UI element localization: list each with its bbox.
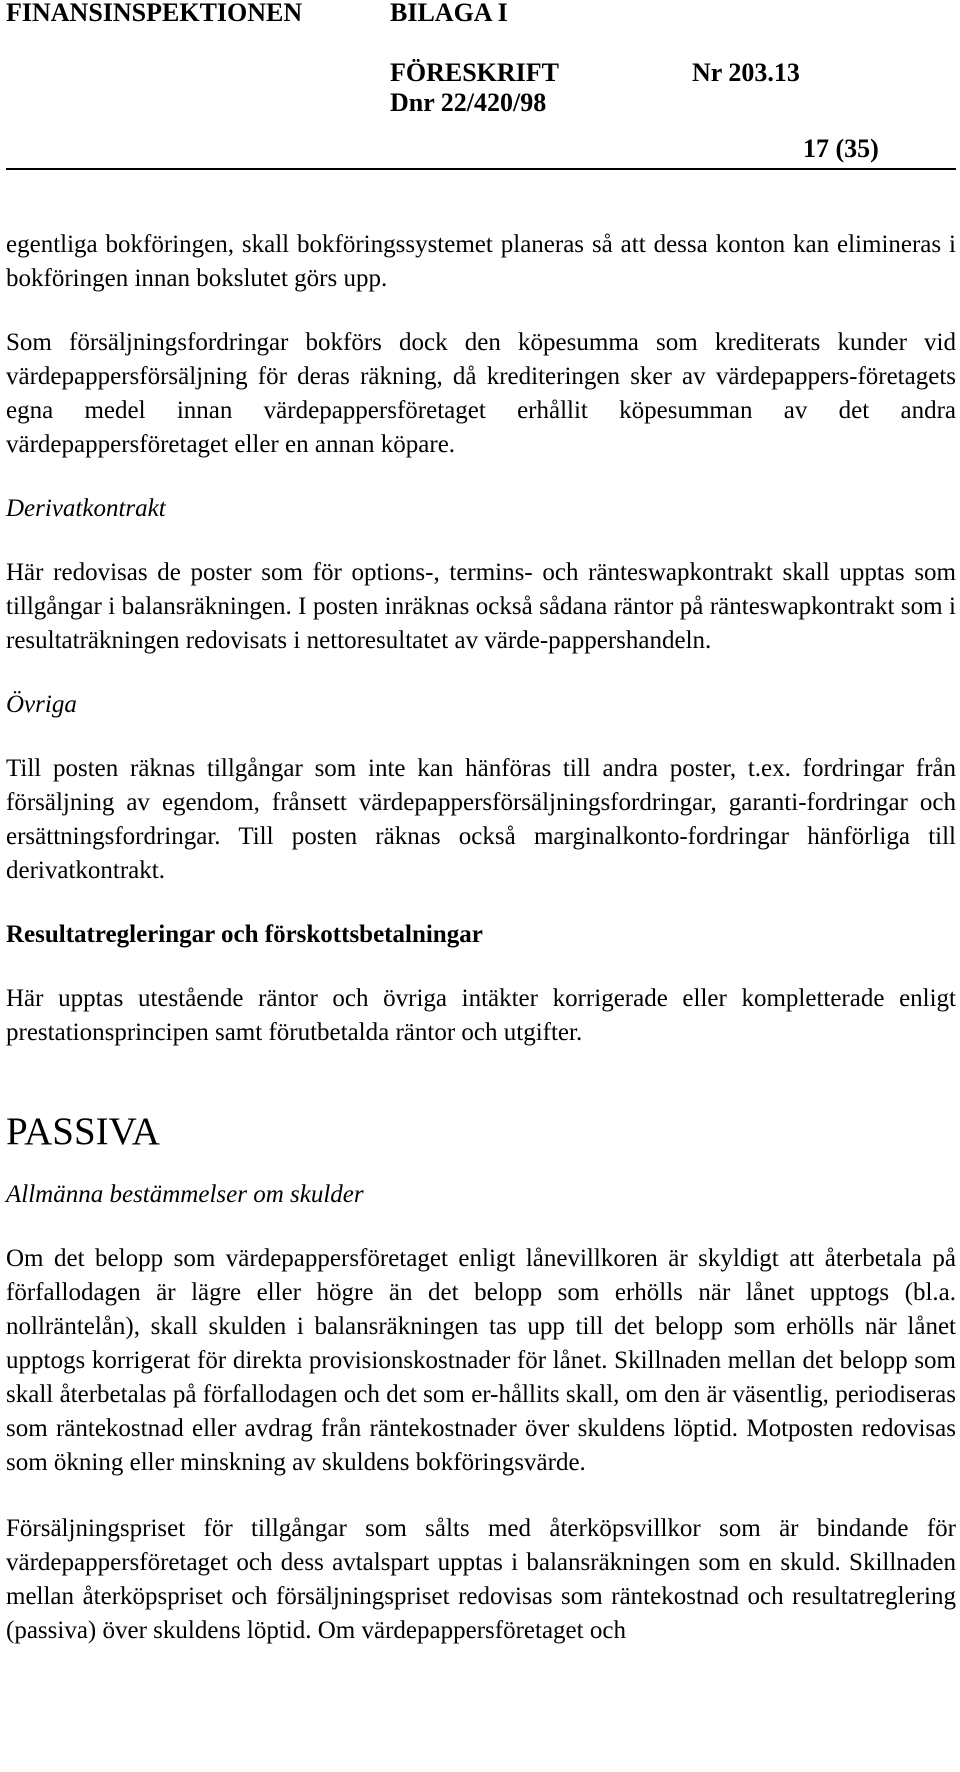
paragraph: Till posten räknas tillgångar som inte kan hänföras till andra poster, t.ex. fordringar från försäljning av egendom, frånsett värdepappersförsäljningsfordringar, garanti-fordringar och ersättningsfordringar. Till posten räknas också marginalkonto-fordringar hänförliga till derivatkontrakt. <box>6 755 956 884</box>
paragraph: egentliga bokföringen, skall bokföringssystemet planeras så att dessa konton kan elimineras i bokföringen innan bokslutet görs upp. <box>6 231 956 292</box>
section-heading-passiva: PASSIVA <box>6 1110 160 1153</box>
header-doc-type: FÖRESKRIFT <box>390 58 560 87</box>
paragraph: Som försäljningsfordringar bokförs dock den köpesumma som krediterats kunder vid värdepappersförsäljning för deras räkning, då krediteringen sker av värdepappers-företagets egna medel innan värdepappersföretaget erhållit köpesumman av det andra värdepappersföretaget eller en annan köpare. <box>6 329 956 458</box>
section-heading-resultatregleringar: Resultatregleringar och förskottsbetalningar <box>6 921 483 948</box>
paragraph: Här upptas utestående räntor och övriga intäkter korrigerade eller kompletterade enligt prestationsprincipen samt förutbetalda räntor och utgifter. <box>6 985 956 1046</box>
paragraph: Försäljningspriset för tillgångar som sålts med återköpsvillkor som är bindande för värdepappersföretaget och dess avtalspart upptas i balansräkningen som en skuld. Skillnaden mellan återköpspriset och försäljningspriset redovisas som räntekostnad och resultatreglering (passiva) över skuldens löptid. Om värdepappersföretaget och <box>6 1515 956 1644</box>
section-heading-derivatkontrakt: Derivatkontrakt <box>6 495 166 522</box>
header-page-number: 17 (35) <box>803 134 879 163</box>
paragraph: Här redovisas de poster som för options-, termins- och ränteswapkontrakt skall upptas som tillgångar i balansräkningen. I posten inräknas också sådana räntor på ränteswapkontrakt som i resultaträkningen redovisats i nettoresultatet av värde-pappershandeln. <box>6 559 956 654</box>
page-body <box>6 228 956 1648</box>
section-heading-allmanna-bestammelser: Allmänna bestämmelser om skulder <box>6 1181 364 1208</box>
header-reg-number: Dnr 22/420/98 <box>390 88 547 117</box>
paragraph: Om det belopp som värdepappersföretaget enligt lånevillkoren är skyldigt att återbetala på förfallodagen är lägre eller högre än det belopp som erhölls när lånet upptogs (bl.a. nollräntelån), skall skulden i balansräkningen tas upp till det belopp som erhölls när lånet upptogs korrigerat för direkta provisionskostnader för lånet. Skillnaden mellan det belopp som skall återbetalas på förfallodagen och det som er-hållits skall, om den är väsentlig, periodiseras som räntekostnad eller avdrag från räntekostnader över skuldens löptid. Motposten redovisas som ökning eller minskning av skuldens bokföringsvärde. <box>6 1245 956 1476</box>
header-number: Nr 203.13 <box>692 58 800 87</box>
section-heading-ovriga: Övriga <box>6 691 77 718</box>
header-appendix: BILAGA I <box>390 0 508 27</box>
header-agency: FINANSINSPEKTIONEN <box>6 0 303 27</box>
header-rule <box>6 168 956 170</box>
